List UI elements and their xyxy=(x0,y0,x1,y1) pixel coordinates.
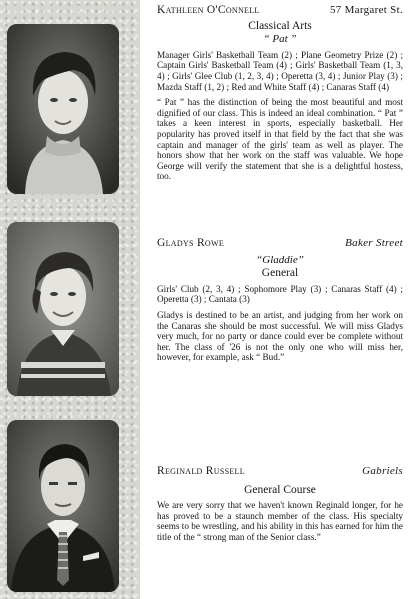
student-nickname: “ Pat ” xyxy=(263,33,297,46)
entry-header xyxy=(157,466,403,477)
student-activities: Girls' Club (2, 3, 4) ; Sophomore Play (3) ; Canaras Staff (4) ; Operetta (3) ; Cantata (3) xyxy=(157,283,403,305)
student-course: Classical Arts xyxy=(248,19,312,32)
portrait-kathleen-oconnell xyxy=(7,24,119,194)
student-name: Reginald Russell xyxy=(157,465,245,477)
student-activities: Manager Girls' Basketball Team (2) ; Plane Geometry Prize (2) ; Captain Girls' Basketball Team (4) ; Girls' Basketball Team (1, 3, 4) ; Girls' Glee Club (1, 2, 3, 4) ; Operetta (3, 4) ; Junior Play (3) ; Mazda Staff (1, 2) ; Red and White Staff (4) ; Canaras Staff (4) xyxy=(157,49,403,92)
entry-reginald-russell xyxy=(157,466,403,543)
portrait-reginald-russell xyxy=(7,420,119,592)
student-name: Gladys Rowe xyxy=(157,237,225,249)
entry-kathleen-oconnell xyxy=(157,5,403,182)
photo-strip xyxy=(0,0,140,599)
entry-header xyxy=(157,5,403,16)
portrait-gladys-rowe xyxy=(7,222,119,396)
student-address: Baker Street xyxy=(345,237,403,249)
student-address: 57 Margaret St. xyxy=(329,4,403,16)
student-address: Gabriels xyxy=(362,465,403,477)
student-bio: We are very sorry that we haven't known Reginald longer, for he has proved to be a staunch member of the class. His specialty seems to be wrestling, and his ability in this has earned for him the title of the “ strong man of the Senior class.” xyxy=(157,500,403,542)
student-name: Kathleen O'Connell xyxy=(157,4,260,16)
student-bio: Gladys is destined to be an artist, and judging from her work on the Canaras she should be most successful. We will miss Gladys very much, for no party or dance could ever be complete without her. The class of '26 is not the only one who will miss her, however, for example, ask “ Bud.” xyxy=(157,309,403,363)
student-course: General xyxy=(261,267,299,280)
student-course: General Course xyxy=(244,483,316,496)
student-nickname: “Gladdie” xyxy=(256,253,304,266)
entry-header xyxy=(157,238,403,249)
student-bio: “ Pat ” has the distinction of being the most beautiful and most dignified of our class. This is indeed an ideal combination. “ Pat ” takes a keen interest in sports, especially basketball. Her popularity has proved itself in that field by the fact that she was captain and manager of the girls' team as well as player. The honors show that her work on the staff was valuable. We hope George will verify the statement that she is a delightful hostess, too. xyxy=(157,97,403,182)
entry-gladys-rowe xyxy=(157,238,403,363)
